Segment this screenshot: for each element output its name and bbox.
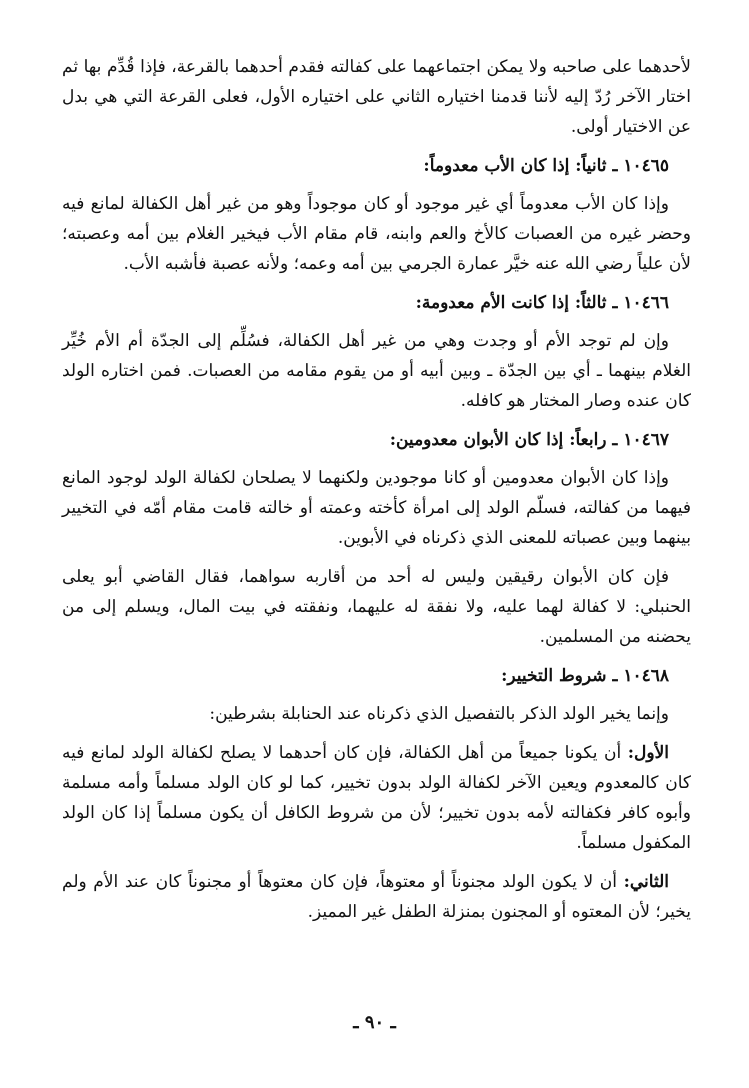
condition-first-label: الأول: (627, 743, 669, 763)
text-column (62, 52, 691, 936)
section-heading-10466: ١٠٤٦٦ ـ ثالثاً: إذا كانت الأم معدومة: (415, 293, 669, 313)
page-number: ـ ٩٠ ـ (353, 1012, 396, 1033)
section-heading-10465: ١٠٤٦٥ ـ ثانياً: إذا كان الأب معدوماً: (423, 156, 669, 176)
paragraph-parents-absent: وإذا كان الأبوان معدومين أو كانا موجودين ولكنهما لا يصلحان لكفالة الولد لوجود المانع فيهما من كفالته، فسلّم الولد إلى امرأة كأخته وعمته أو خالته قامت مقام أمّه في التخيير بينهما وبين عصباته للمعنى الذي ذكرناه في الأبوين. (62, 468, 691, 548)
paragraph-condition-first (62, 738, 691, 858)
section-heading-10467: ١٠٤٦٧ ـ رابعاً: إذا كان الأبوان معدومين: (389, 430, 669, 450)
paragraph-father-absent: وإذا كان الأب معدوماً أي غير موجود أو كان موجوداً وهو من غير أهل الكفالة لمانع فيه وحضر غيره من العصبات كالأخ والعم وابنه، قام مقام الأب فيخير الغلام بين أمه وعصبته؛ لأن علياً رضي الله عنه خيَّر عمارة الجرمي بين أمه وعمه؛ ولأنه عصبة فأشبه الأب. (62, 194, 691, 274)
paragraph-conditions-intro: وإنما يخير الولد الذكر بالتفصيل الذي ذكرناه عند الحنابلة بشرطين: (209, 704, 669, 724)
paragraph-parents-slaves: فإن كان الأبوان رقيقين وليس له أحد من أقاربه سواهما، فقال القاضي أبو يعلى الحنبلي: لا كفالة لهما عليه، ولا نفقة له عليهما، ونفقته في بيت المال، ويسلم إلى من يحضنه من المسلمين. (62, 567, 691, 647)
paragraph-mother-absent: وإن لم توجد الأم أو وجدت وهي من غير أهل الكفالة، فسُلِّم إلى الجدّة أم الأم خُيِّر الغلام بينهما ـ أي بين الجدّة ـ وبين أبيه أو من يقوم مقامه من العصبات. فمن اختاره الولد كان عنده وصار المختار هو كافله. (62, 331, 691, 411)
section-heading-10468: ١٠٤٦٨ ـ شروط التخيير: (501, 666, 669, 686)
condition-first-text: أن يكونا جميعاً من أهل الكفالة، فإن كان أحدهما لا يصلح لكفالة الولد لمانع فيه كان كالمعدوم ويعين الآخر لكفالة الولد بدون تخيير، كما لو كان الولد مسلماً وأمه مسلمة وأبوه كافر فكفالته لأمه بدون تخيير؛ لأن من شروط الكافل أن يكون مسلماً إذا كان الولد المكفول مسلماً. (62, 743, 691, 853)
paragraph-continuation: لأحدهما على صاحبه ولا يمكن اجتماعهما على كفالته فقدم أحدهما بالقرعة، فإذا قُدِّم بها ثم اختار الآخر رُدّ إليه لأننا قدمنا اختياره الثاني على اختياره الأول، فعلى القرعة التي هي بدل عن الاختيار أولى. (62, 57, 691, 137)
condition-second-text: أن لا يكون الولد مجنوناً أو معتوهاً، فإن كان معتوهاً أو مجنوناً كان عند الأم ولم يخير؛ لأن المعتوه أو المجنون بمنزلة الطفل غير المميز. (62, 872, 691, 922)
condition-second-label: الثاني: (623, 872, 669, 892)
paragraph-condition-second (62, 867, 691, 927)
